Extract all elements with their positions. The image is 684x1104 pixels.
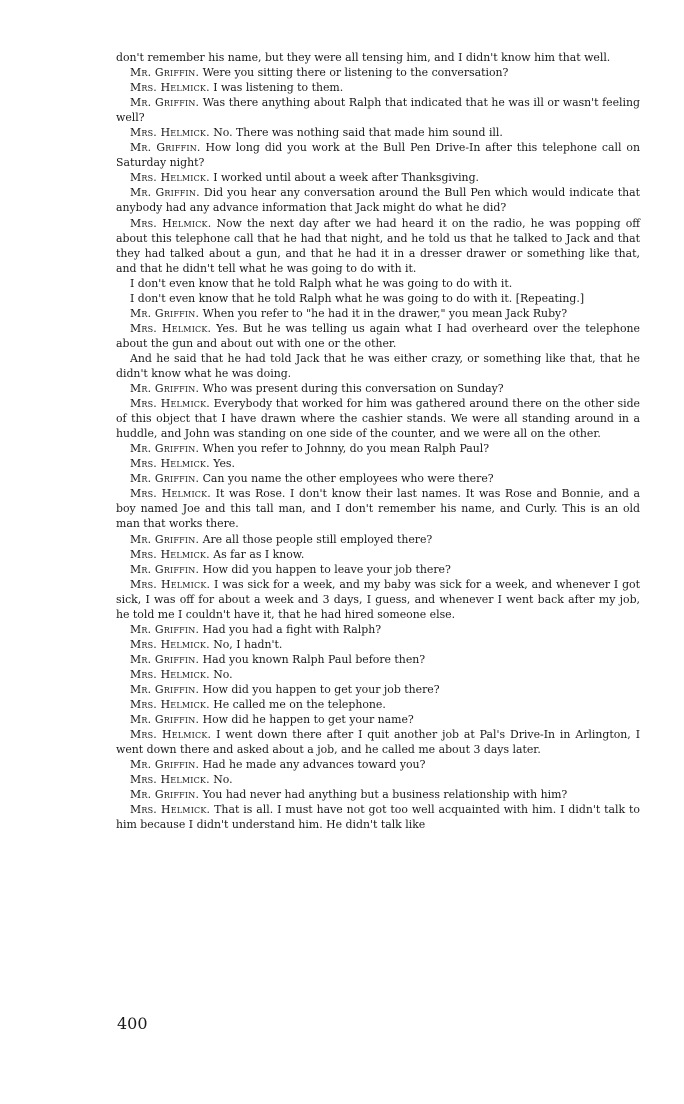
transcript-paragraph: [116, 682, 640, 697]
speaker-name: Mr. Griffin.: [130, 141, 201, 155]
speaker-name: Mrs. Helmick.: [130, 487, 211, 501]
transcript-paragraph: [116, 637, 640, 652]
paragraph-text: Had you known Ralph Paul before then?: [202, 652, 426, 666]
transcript-paragraph: [116, 757, 640, 772]
transcript-paragraph: [116, 306, 640, 321]
paragraph-text: Had he made any advances toward you?: [202, 758, 426, 772]
speaker-name: Mrs. Helmick.: [130, 81, 210, 95]
paragraph-text: Did you hear any conversation around the Bull Pen which would indicate that anybody had any advance information that Jack might do what he did?: [116, 186, 640, 215]
transcript-paragraph: [116, 772, 640, 787]
speaker-name: Mr. Griffin.: [130, 532, 200, 546]
paragraph-text: I was sick for a week, and my baby was sick for a week, and whenever I got sick, I was off for about a week and 3 days, I guess, and whenever I went back after my job, he told me I couldn't have it, that he had hired someone else.: [116, 577, 640, 621]
paragraph-text: I don't even know that he told Ralph what he was going to do with it. [Repeating.]: [130, 291, 585, 305]
transcript-paragraph: [116, 712, 640, 727]
transcript-paragraph: [116, 185, 640, 215]
transcript-paragraph: [116, 50, 640, 65]
transcript-paragraph: [116, 456, 640, 471]
transcript-paragraph: [116, 622, 640, 637]
speaker-name: Mr. Griffin.: [130, 66, 200, 80]
transcript-paragraph: [116, 65, 640, 80]
transcript-paragraph: [116, 652, 640, 667]
speaker-name: Mr. Griffin.: [130, 622, 200, 636]
transcript-paragraph: [116, 562, 640, 577]
transcript-paragraph: [116, 140, 640, 170]
paragraph-text: How long did you work at the Bull Pen Drive-In after this telephone call on Saturday night?: [116, 141, 640, 170]
paragraph-text: No, I hadn't.: [213, 637, 283, 651]
speaker-name: Mrs. Helmick.: [130, 637, 210, 651]
speaker-name: Mrs. Helmick.: [130, 457, 210, 471]
transcript-paragraph: [116, 577, 640, 622]
speaker-name: Mrs. Helmick.: [130, 321, 212, 335]
speaker-name: Mrs. Helmick.: [130, 667, 210, 681]
speaker-name: Mr. Griffin.: [130, 562, 200, 576]
transcript-paragraph: [116, 351, 640, 381]
speaker-name: Mr. Griffin.: [130, 652, 200, 666]
paragraph-text: Can you name the other employees who were there?: [202, 472, 494, 486]
speaker-name: Mr. Griffin.: [130, 682, 200, 696]
paragraph-text: Are all those people still employed there?: [202, 532, 433, 546]
speaker-name: Mrs. Helmick.: [130, 397, 210, 411]
transcript-paragraph: [116, 667, 640, 682]
paragraph-text: Yes. But he was telling us again what I had overheard over the telephone about the gun and about out with one or the other.: [116, 321, 640, 350]
transcript-paragraph: [116, 471, 640, 486]
speaker-name: Mrs. Helmick.: [130, 803, 211, 817]
paragraph-text: No.: [213, 773, 233, 787]
paragraph-text: No. There was nothing said that made him sound ill.: [213, 126, 503, 140]
speaker-name: Mr. Griffin.: [130, 472, 200, 486]
speaker-name: Mrs. Helmick.: [130, 171, 210, 185]
transcript-paragraph: [116, 276, 640, 291]
paragraph-text: You had never had anything but a business relationship with him?: [202, 788, 568, 802]
transcript-paragraph: [116, 396, 640, 441]
transcript-paragraph: [116, 802, 640, 832]
paragraph-text: And he said that he had told Jack that he was either crazy, or something like that, that he didn't know what he was doing.: [116, 351, 640, 380]
speaker-name: Mr. Griffin.: [130, 186, 200, 200]
document-body: [116, 50, 640, 832]
paragraph-text: When you refer to "he had it in the drawer," you mean Jack Ruby?: [202, 306, 568, 320]
speaker-name: Mr. Griffin.: [130, 713, 200, 727]
transcript-paragraph: [116, 125, 640, 140]
paragraph-text: That is all. I must have not got too well acquainted with him. I didn't talk to him because I didn't understand him. He didn't talk like: [116, 803, 640, 832]
transcript-paragraph: [116, 547, 640, 562]
paragraph-text: Yes.: [213, 457, 235, 471]
speaker-name: Mr. Griffin.: [130, 382, 200, 396]
paragraph-text: I don't even know that he told Ralph what he was going to do with it.: [130, 276, 513, 290]
speaker-name: Mrs. Helmick.: [130, 773, 210, 787]
paragraph-text: Now the next day after we had heard it on the radio, he was popping off about this telephone call that he had that night, and he told us that he talked to Jack and that they had talked about a gun, and that he had it in a dresser drawer or something like that, and that he didn't tell what he was going to do with it.: [116, 216, 641, 275]
paragraph-text: Had you had a fight with Ralph?: [202, 622, 382, 636]
speaker-name: Mrs. Helmick.: [130, 577, 211, 591]
paragraph-text: How did he happen to get your name?: [202, 713, 414, 727]
paragraph-text: As far as I know.: [213, 547, 305, 561]
paragraph-text: Was there anything about Ralph that indicated that he was ill or wasn't feeling well?: [116, 96, 640, 125]
paragraph-text: I worked until about a week after Thanksgiving.: [213, 171, 480, 185]
transcript-paragraph: [116, 697, 640, 712]
paragraph-text: When you refer to Johnny, do you mean Ralph Paul?: [202, 442, 490, 456]
speaker-name: Mrs. Helmick.: [130, 698, 210, 712]
speaker-name: Mrs. Helmick.: [130, 728, 212, 742]
speaker-name: Mrs. Helmick.: [130, 126, 210, 140]
speaker-name: Mr. Griffin.: [130, 306, 200, 320]
paragraph-text: No.: [213, 667, 233, 681]
transcript-paragraph: [116, 95, 640, 125]
paragraph-text: Who was present during this conversation on Sunday?: [202, 382, 504, 396]
speaker-name: Mr. Griffin.: [130, 758, 200, 772]
paragraph-text: How did you happen to get your job there?: [202, 682, 440, 696]
transcript-paragraph: [116, 441, 640, 456]
transcript-paragraph: [116, 532, 640, 547]
paragraph-text: don't remember his name, but they were all tensing him, and I didn't know him that well.: [116, 51, 611, 64]
transcript-paragraph: [116, 216, 640, 276]
speaker-name: Mrs. Helmick.: [130, 547, 210, 561]
transcript-paragraph: [116, 170, 640, 185]
transcript-paragraph: [116, 787, 640, 802]
transcript-paragraph: [116, 381, 640, 396]
transcript-paragraph: [116, 321, 640, 351]
paragraph-text: Were you sitting there or listening to the conversation?: [202, 66, 509, 80]
speaker-name: Mr. Griffin.: [130, 442, 200, 456]
paragraph-text: He called me on the telephone.: [213, 698, 386, 712]
speaker-name: Mr. Griffin.: [130, 788, 200, 802]
paragraph-text: I was listening to them.: [213, 81, 344, 95]
paragraph-text: Everybody that worked for him was gathered around there on the other side of this object that I have drawn where the cashier stands. We were all standing around in a huddle, and John was standing on one side of the counter, and we were all on the other.: [116, 397, 640, 441]
paragraph-text: How did you happen to leave your job there?: [202, 562, 451, 576]
transcript-paragraph: [116, 291, 640, 306]
speaker-name: Mr. Griffin.: [130, 96, 200, 110]
speaker-name: Mrs. Helmick.: [130, 216, 212, 230]
paragraph-text: It was Rose. I don't know their last names. It was Rose and Bonnie, and a boy named Joe and this tall man, and I don't remember his name, and Curly. This is an old man that works there.: [116, 487, 640, 531]
transcript-paragraph: [116, 727, 640, 757]
paragraph-text: I went down there after I quit another job at Pal's Drive-In in Arlington, I went down there and asked about a job, and he called me about 3 days later.: [116, 728, 640, 757]
page-number: 400: [117, 1014, 148, 1033]
transcript-paragraph: [116, 486, 640, 531]
transcript-paragraph: [116, 80, 640, 95]
